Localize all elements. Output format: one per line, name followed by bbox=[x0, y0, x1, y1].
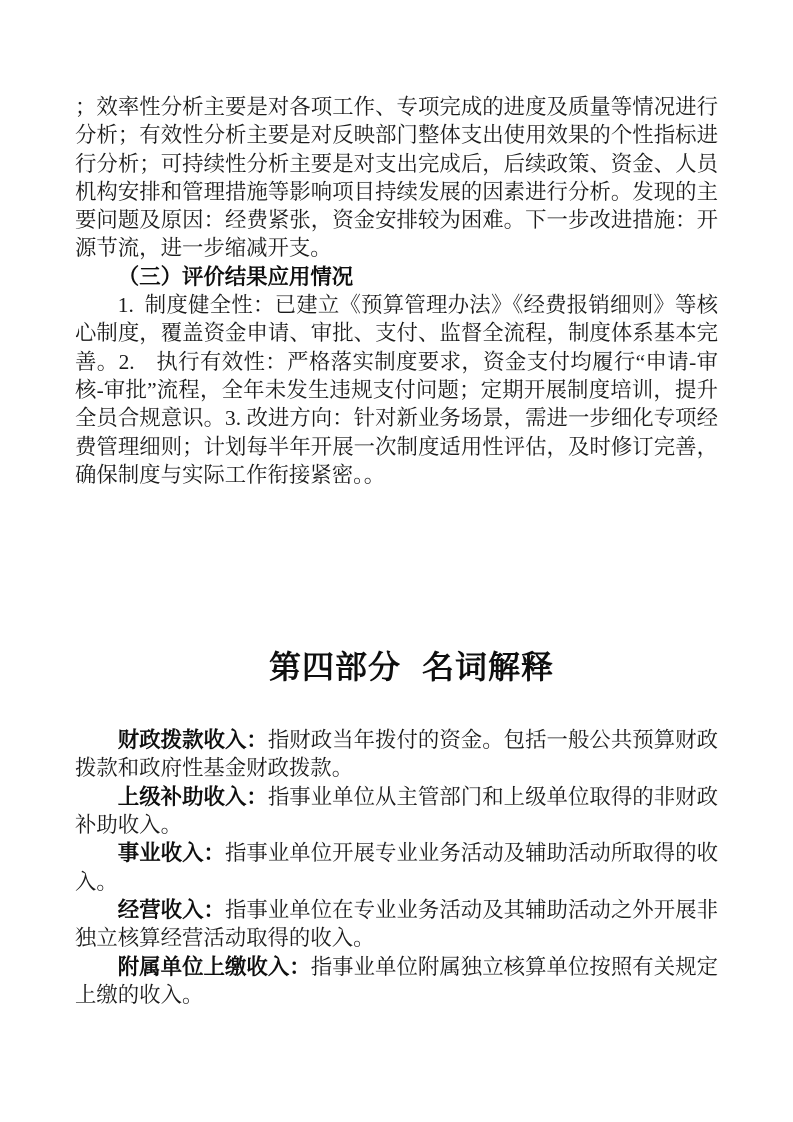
definition-term: 上级补助收入： bbox=[117, 784, 268, 809]
definitions-section bbox=[75, 726, 718, 1009]
subsection-paragraph: 1. 制度健全性：已建立《预算管理办法》《经费报销细则》等核心制度，覆盖资金申请、审批、支付、监督全流程，制度体系基本完善。2. 执行有效性：严格落实制度要求，资金支付均履行“申请-审核-审批”流程，全年未发生违规支付问题；定期开展制度培训，提升全员合规意识。3. 改进方向：针对新业务场景，需进一步细化专项经费管理细则；计划每半年开展一次制度适用性评估，及时修订完善，确保制度与实际工作衔接紧密。。 bbox=[75, 293, 718, 487]
definition-text: 指事业单位附属独立核算单位按照有关规定上缴的收入。 bbox=[75, 954, 718, 1007]
definition-term: 附属单位上缴收入： bbox=[117, 954, 311, 979]
definition-paragraph bbox=[75, 839, 718, 896]
definition-term: 经营收入： bbox=[117, 897, 225, 922]
definition-paragraph bbox=[75, 896, 718, 953]
definition-paragraph bbox=[75, 726, 718, 783]
continuation-paragraph: ；效率性分析主要是对各项工作、专项完成的进度及质量等情况进行分析；有效性分析主要是对反映部门整体支出使用效果的个性指标进行分析；可持续性分析主要是对支出完成后，后续政策、资金、人员机构安排和管理措施等影响项目持续发展的因素进行分析。发现的主要问题及原因：经费紧张，资金安排较为困难。下一步改进措施：开源节流，进一步缩减开支。 bbox=[75, 95, 718, 261]
definition-paragraph bbox=[75, 783, 718, 840]
definition-text: 指事业单位从主管部门和上级单位取得的非财政补助收入。 bbox=[75, 784, 718, 838]
definition-text: 指财政当年拨付的资金。包括一般公共预算财政拨款和政府性基金财政拨款。 bbox=[75, 728, 718, 781]
definition-text: 指事业单位在专业业务活动及其辅助活动之外开展非独立核算经营活动取得的收入。 bbox=[75, 897, 718, 951]
definition-term: 事业收入： bbox=[117, 841, 225, 866]
subsection-heading: （三）评价结果应用情况 bbox=[117, 264, 354, 289]
definition-term: 财政拨款收入： bbox=[117, 728, 268, 753]
definition-paragraph bbox=[75, 953, 718, 1010]
part-heading: 第四部分 名词解释 bbox=[268, 649, 554, 686]
definition-text: 指事业单位开展专业业务活动及辅助活动所取得的收入。 bbox=[75, 841, 718, 894]
